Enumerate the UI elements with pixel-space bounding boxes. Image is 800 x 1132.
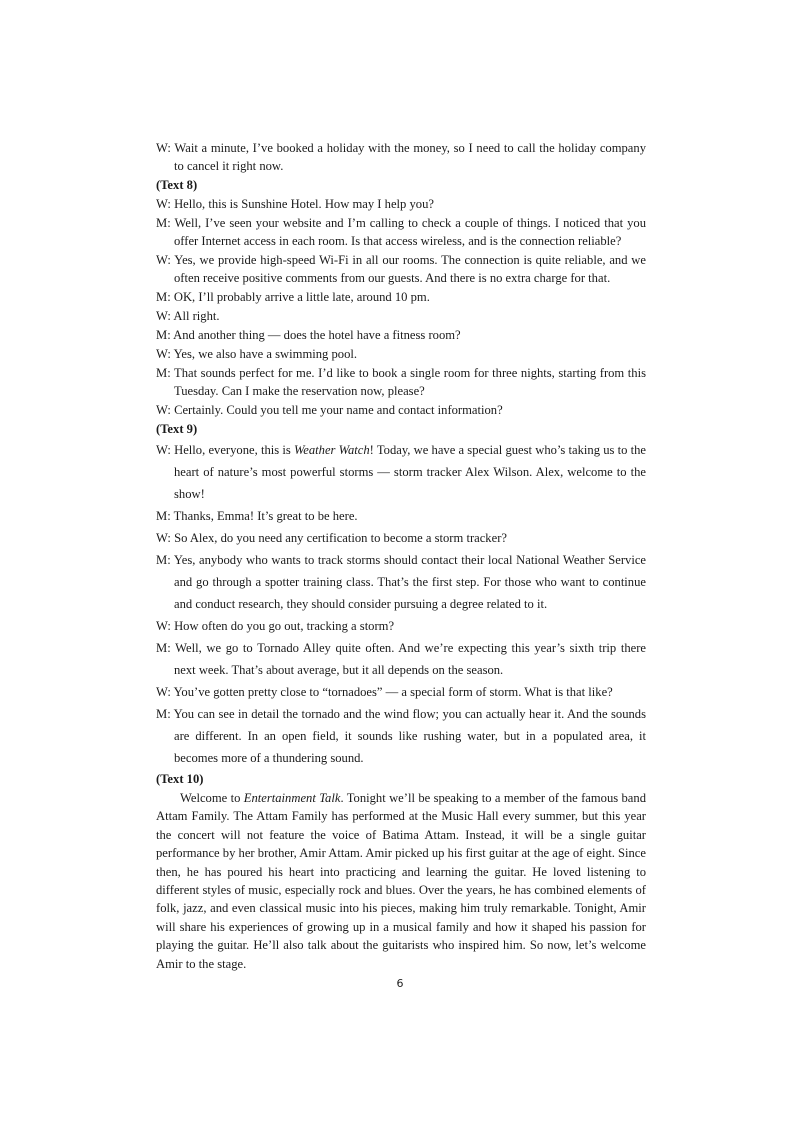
monologue-text: Welcome to xyxy=(180,791,244,805)
dialogue-line: M: You can see in detail the tornado and the wind flow; you can actually hear it. And the sounds are different. In an open field, it sounds like rushing water, but in a populated area, it becomes more of a thundering sound. xyxy=(156,707,646,765)
section-heading-text-8: (Text 8) xyxy=(156,178,198,192)
section-heading-text-10: (Text 10) xyxy=(156,772,204,786)
dialogue-line: M: Yes, anybody who wants to track storms should contact their local National Weather Service and go through a spotter training class. That’s the first step. For those who want to continue and conduct research, they should consider pursuing a degree related to it. xyxy=(156,553,646,611)
dialogue-text: W: Hello, everyone, this is xyxy=(156,443,294,457)
monologue-text: . Tonight we’ll be speaking to a member of the famous band Attam Family. The Attam Family has performed at the Music Hall every summer, but this year the concert will not feature the voice of Batima Attam. Instead, it will be a single guitar performance by her brother, Amir Attam. Amir picked up his first guitar at the age of eight. Since then, he has poured his heart into practicing and learning the guitar. He loved listening to different styles of music, especially rock and blues. Over the years, he has combined elements of folk, jazz, and even classical music into his pieces, making him truly remarkable. Tonight, Amir will share his experiences of growing up in a musical family and how it shaped his passion for playing the guitar. He’ll also talk about the guitarists who inspired him. So now, let’s welcome Amir to the stage. xyxy=(156,791,646,971)
page-number: 6 xyxy=(396,977,404,990)
dialogue-text: ! Today, we have a special guest who’s taking us to the heart of nature’s most powerful storms — storm tracker Alex Wilson. Alex, welcome to the show! xyxy=(174,443,646,501)
dialogue-line xyxy=(156,439,646,505)
dialogue-line: M: Well, we go to Tornado Alley quite often. And we’re expecting this year’s sixth trip there next week. That’s about average, but it all depends on the season. xyxy=(156,641,646,677)
dialogue-line: M: Thanks, Emma! It’s great to be here. xyxy=(156,509,358,523)
dialogue-line: W: So Alex, do you need any certification to become a storm tracker? xyxy=(156,531,507,545)
show-title: Weather Watch xyxy=(293,443,370,457)
dialogue-line: W: Yes, we also have a swimming pool. xyxy=(156,347,358,361)
dialogue-line: W: All right. xyxy=(156,309,220,323)
show-title: Entertainment Talk xyxy=(243,791,341,805)
section-heading-text-9: (Text 9) xyxy=(156,422,198,436)
dialogue-line: W: Yes, we provide high-speed Wi-Fi in all our rooms. The connection is quite reliable, and we often receive positive comments from our guests. And there is no extra charge for that. xyxy=(156,253,646,285)
dialogue-line: W: Wait a minute, I’ve booked a holiday with the money, so I need to call the holiday company to cancel it right now. xyxy=(156,141,646,173)
dialogue-line: M: OK, I’ll probably arrive a little late, around 10 pm. xyxy=(156,290,430,304)
dialogue-line: W: Certainly. Could you tell me your name and contact information? xyxy=(156,403,503,417)
dialogue-line: W: You’ve gotten pretty close to “tornadoes” — a special form of storm. What is that like? xyxy=(156,685,613,699)
transcript-page xyxy=(156,139,646,973)
dialogue-line: M: And another thing — does the hotel have a fitness room? xyxy=(156,328,461,342)
monologue-paragraph xyxy=(156,789,646,973)
dialogue-line: W: Hello, this is Sunshine Hotel. How may I help you? xyxy=(156,197,434,211)
dialogue-line: W: How often do you go out, tracking a storm? xyxy=(156,619,395,633)
dialogue-line: M: That sounds perfect for me. I’d like to book a single room for three nights, starting from this Tuesday. Can I make the reservation now, please? xyxy=(156,366,646,398)
dialogue-line: M: Well, I’ve seen your website and I’m calling to check a couple of things. I noticed that you offer Internet access in each room. Is that access wireless, and is the connection reliable? xyxy=(156,216,646,248)
